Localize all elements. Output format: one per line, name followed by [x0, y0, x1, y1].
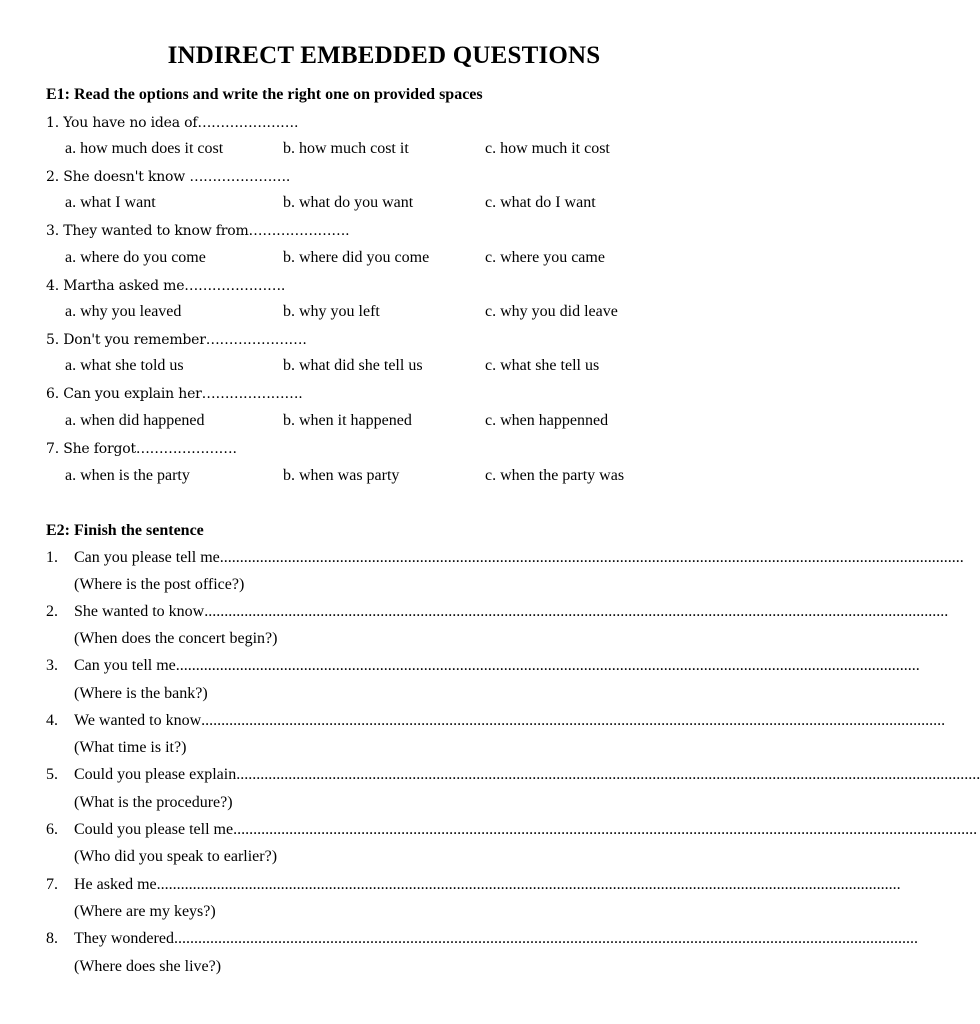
page-title: INDIRECT EMBEDDED QUESTIONS — [167, 42, 601, 69]
option-c: c. what do I want — [485, 194, 596, 211]
e1-question-stem: 5. Don't you remember…………………. — [46, 332, 307, 348]
option-c: c. where you came — [485, 249, 605, 266]
question-hint: (Where is the bank?) — [74, 685, 208, 702]
option-b: b. when was party — [283, 467, 400, 484]
e1-question-stem: 7. She forgot…………………. — [46, 441, 237, 457]
item-number: 2. — [46, 603, 58, 620]
e2-item — [46, 549, 964, 569]
sentence-prompt: Can you please tell me — [74, 549, 220, 566]
answer-blank[interactable]: .......................................................................................................................................................................................... — [236, 766, 980, 783]
e2-item — [46, 657, 920, 677]
option-a: a. when did happened — [65, 412, 205, 429]
answer-blank[interactable]: .......................................................................................................................................................................................... — [156, 876, 901, 893]
question-hint: (Where is the post office?) — [74, 576, 245, 593]
e2-item — [46, 930, 918, 950]
answer-blank[interactable]: .......................................................................................................................................................................................... — [219, 549, 964, 566]
e1-question-stem: 6. Can you explain her…………………. — [46, 386, 303, 402]
e1-question-stem: 1. You have no idea of…………………. — [46, 115, 299, 131]
option-a: a. where do you come — [65, 249, 206, 266]
option-a: a. what I want — [65, 194, 156, 211]
option-a: a. what she told us — [65, 357, 184, 374]
e2-item — [46, 603, 949, 623]
sentence-prompt: Can you tell me — [74, 657, 176, 674]
option-b: b. what do you want — [283, 194, 414, 211]
e2-item — [46, 766, 980, 786]
item-number: 7. — [46, 876, 58, 893]
answer-blank[interactable]: .......................................................................................................................................................................................... — [175, 657, 920, 674]
option-c: c. when happenned — [485, 412, 609, 429]
e1-question-stem: 4. Martha asked me…………………. — [46, 278, 286, 294]
item-number: 5. — [46, 766, 58, 783]
question-hint: (Where are my keys?) — [74, 903, 216, 920]
e2-item — [46, 821, 978, 841]
option-b: b. why you left — [283, 303, 380, 320]
item-number: 4. — [46, 712, 58, 729]
e1-options-row — [65, 140, 725, 160]
question-hint: (What time is it?) — [74, 739, 187, 756]
option-b: b. what did she tell us — [283, 357, 423, 374]
question-hint: (Where does she live?) — [74, 958, 222, 975]
sentence-prompt: Could you please explain — [74, 766, 237, 783]
answer-blank[interactable]: .......................................................................................................................................................................................... — [204, 603, 949, 620]
e2-heading: E2: Finish the sentence — [46, 522, 204, 539]
item-number: 6. — [46, 821, 58, 838]
e2-item — [46, 876, 901, 896]
e1-options-row — [65, 467, 725, 487]
e1-options-row — [65, 357, 725, 377]
e2-item — [46, 712, 946, 732]
option-c: c. how much it cost — [485, 140, 610, 157]
option-c: c. what she tell us — [485, 357, 600, 374]
e1-question-stem: 2. She doesn't know …………………. — [46, 169, 291, 185]
e1-heading: E1: Read the options and write the right one on provided spaces — [46, 86, 483, 103]
sentence-prompt: Could you please tell me — [74, 821, 234, 838]
question-hint: (What is the procedure?) — [74, 794, 233, 811]
option-a: a. when is the party — [65, 467, 190, 484]
e1-options-row — [65, 303, 725, 323]
e1-options-row — [65, 412, 725, 432]
option-b: b. how much cost it — [283, 140, 409, 157]
question-hint: (Who did you speak to earlier?) — [74, 848, 278, 865]
e1-question-stem: 3. They wanted to know from…………………. — [46, 223, 350, 239]
item-number: 3. — [46, 657, 58, 674]
sentence-prompt: He asked me — [74, 876, 157, 893]
option-c: c. when the party was — [485, 467, 625, 484]
e1-options-row — [65, 249, 725, 269]
answer-blank[interactable]: .......................................................................................................................................................................................... — [173, 930, 918, 947]
item-number: 1. — [46, 549, 58, 566]
answer-blank[interactable]: .......................................................................................................................................................................................... — [233, 821, 978, 838]
option-b: b. when it happened — [283, 412, 412, 429]
sentence-prompt: We wanted to know — [74, 712, 202, 729]
option-a: a. how much does it cost — [65, 140, 224, 157]
answer-blank[interactable]: .......................................................................................................................................................................................... — [201, 712, 946, 729]
item-number: 8. — [46, 930, 58, 947]
question-hint: (When does the concert begin?) — [74, 630, 278, 647]
option-b: b. where did you come — [283, 249, 430, 266]
e1-options-row — [65, 194, 725, 214]
sentence-prompt: She wanted to know — [74, 603, 205, 620]
option-c: c. why you did leave — [485, 303, 618, 320]
option-a: a. why you leaved — [65, 303, 182, 320]
sentence-prompt: They wondered — [74, 930, 174, 947]
